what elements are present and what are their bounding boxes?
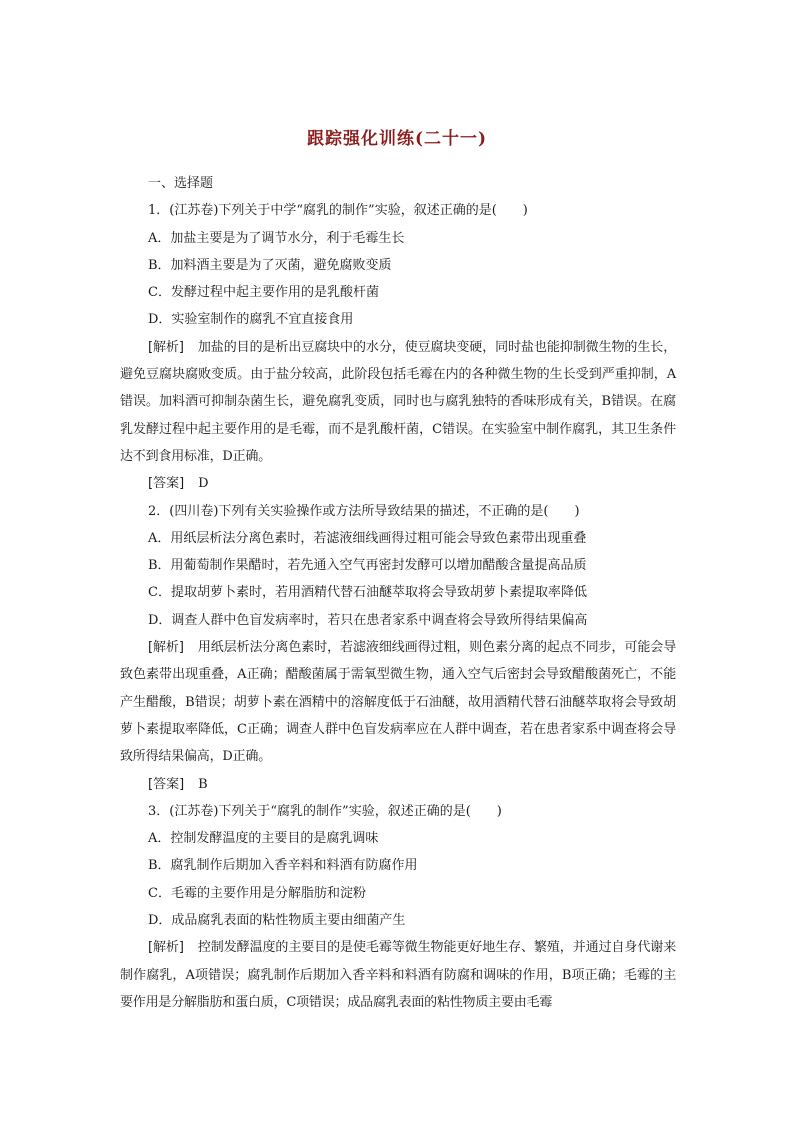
option-a: A．用纸层析法分离色素时，若滤液细线画得过粗可能会导致色素带出现重叠 [148,530,587,546]
answer-line [120,771,676,798]
option-c: C．提取胡萝卜素时，若用酒精代替石油醚萃取将会导致胡萝卜素提取率降低 [148,585,587,601]
document-body [120,170,676,1016]
option-a: A．控制发酵温度的主要目的是腐乳调味 [148,831,379,847]
option-d: D．实验室制作的腐乳不宜直接食用 [148,312,354,328]
analysis-paragraph [120,934,676,1016]
answer-line [120,470,676,497]
analysis-tag: [解析] [148,640,184,656]
option-a: A．加盐主要是为了调节水分，利于毛霉生长 [148,230,405,246]
analysis-text: 用纸层析法分离色素时，若滤液细线画得过粗，则色素分离的起点不同步，可能会导致色素带出现重叠，A正确；醋酸菌属于需氧型微生物，通入空气后密封会导致醋酸菌死亡，不能产生醋酸，B错误；胡萝卜素在酒精中的溶解度低于石油醚，故用酒精代替石油醚萃取将会导致胡萝卜素提取率降低，C正确；调查人群中色盲发病率应在人群中调查，若在患者家系中调查将会导致所得结果偏高，D正确。 [120,640,677,765]
analysis-paragraph [120,334,676,470]
question-stem: 3．(江苏卷)下列关于“腐乳的制作”实验，叙述正确的是( ) [148,803,502,819]
question-1 [120,197,676,497]
analysis-tag: [解析] [148,940,184,956]
analysis-text: 加盐的目的是析出豆腐块中的水分，使豆腐块变硬，同时盐也能抑制微生物的生长，避免豆腐块腐败变质。由于盐分较高，此阶段包括毛霉在内的各种微生物的生长受到严重抑制，A错误。加料酒可抑制杂菌生长，避免腐乳变质，同时也与腐乳独特的香味形成有关，B错误。在腐乳发酵过程中起主要作用的是毛霉，而不是乳酸杆菌，C错误。在实验室中制作腐乳，其卫生条件达不到食用标准，D正确。 [120,339,677,464]
section-heading: 一、选择题 [148,176,214,191]
answer-tag: [答案] [148,776,185,792]
option-c: C．毛霉的主要作用是分解脂肪和淀粉 [148,885,366,901]
option-b: B．用葡萄制作果醋时，若先通入空气再密封发酵可以增加醋酸含量提高品质 [148,558,587,574]
analysis-paragraph [120,634,676,770]
page-title: 跟踪强化训练(二十一) [306,129,488,149]
analysis-text: 控制发酵温度的主要目的是使毛霉等微生物能更好地生存、繁殖，并通过自身代谢来制作腐乳，A项错误；腐乳制作后期加入香辛料和料酒有防腐和调味的作用，B项正确；毛霉的主要作用是分解脂肪和蛋白质，C项错误；成品腐乳表面的粘性物质主要由毛霉 [120,940,677,1010]
question-3 [120,798,676,1016]
answer-value: D [198,476,209,492]
option-d: D．调查人群中色盲发病率时，若只在患者家系中调查将会导致所得结果偏高 [148,612,588,628]
option-c: C．发酵过程中起主要作用的是乳酸杆菌 [148,285,379,301]
question-stem: 1．(江苏卷)下列关于中学“腐乳的制作”实验，叙述正确的是( ) [148,203,528,219]
answer-value: B [198,776,208,792]
question-stem: 2．(四川卷)下列有关实验操作或方法所导致结果的描述，不正确的是( ) [148,503,580,519]
answer-tag: [答案] [148,476,185,492]
option-b: B．腐乳制作后期加入香辛料和料酒有防腐作用 [148,858,418,874]
question-2 [120,498,676,798]
option-b: B．加料酒主要是为了灭菌，避免腐败变质 [148,257,392,273]
analysis-tag: [解析] [148,339,184,355]
option-d: D．成品腐乳表面的粘性物质主要由细菌产生 [148,913,406,929]
